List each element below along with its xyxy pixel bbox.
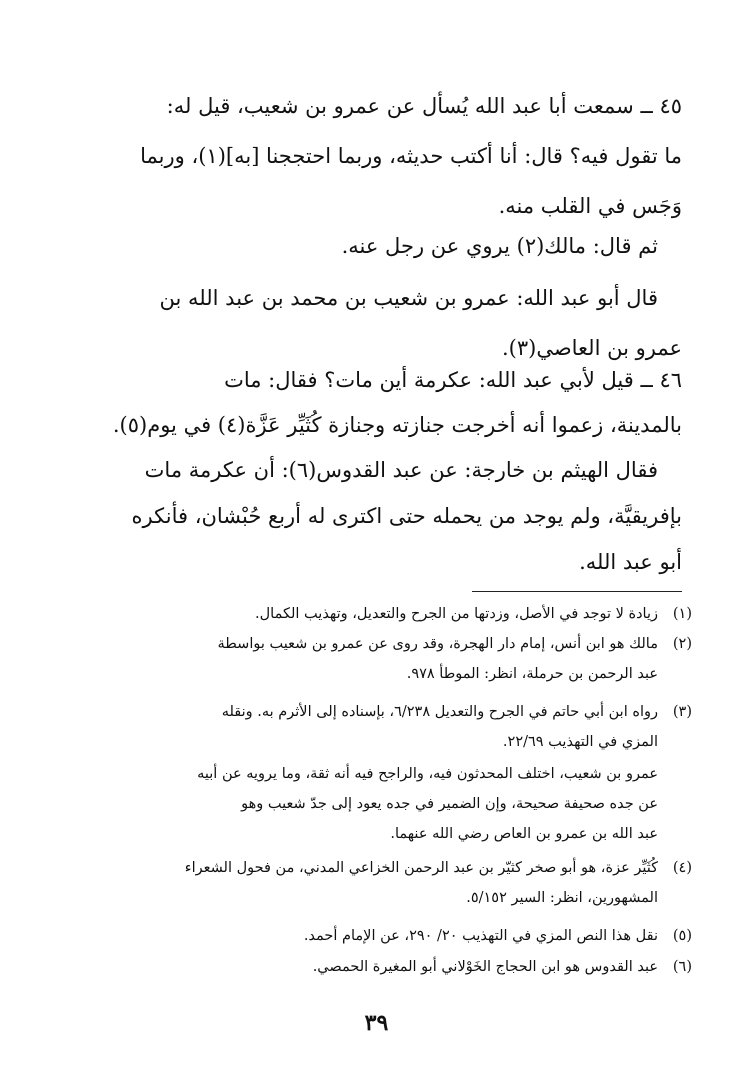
- text-line: ثم قال: مالك(٢) يروي عن رجل عنه.: [341, 234, 658, 258]
- text-line: بالمدينة، زعموا أنه أخرجت جنازته وجنازة كُثَيِّر عَزَّة(٤) في يوم(٥).: [112, 413, 682, 437]
- footnote-line: المزي في التهذيب ٢٢/٦٩.: [502, 734, 658, 750]
- text-line: عمرو بن العاصي(٣).: [501, 336, 682, 360]
- paragraph-abu-abdullah: [82, 286, 682, 360]
- text-line: ٤٦ ــ قيل لأبي عبد الله: عكرمة أين مات؟ فقال: مات: [224, 368, 682, 392]
- footnote-line: عبد الله بن عمرو بن العاص رضي الله عنهما.: [390, 826, 658, 842]
- footnote-line: المشهورين، انظر: السير ٥/١٥٢.: [466, 890, 658, 906]
- page-number: ٣٩: [364, 1010, 389, 1036]
- footnote-2: [82, 636, 692, 683]
- text-line: قال أبو عبد الله: عمرو بن شعيب بن محمد بن عبد الله بن: [159, 286, 658, 310]
- text-line: أبو عبد الله.: [579, 550, 682, 574]
- paragraph-malik: [82, 234, 682, 258]
- text-line: ٤٥ ــ سمعت أبا عبد الله يُسأل عن عمرو بن شعيب، قيل له:: [166, 94, 682, 118]
- footnote-line: رواه ابن أبي حاتم في الجرح والتعديل ٦/٢٣٨، بإسناده إلى الأثرم به. ونقله: [221, 704, 658, 720]
- footnote-line: عن جده صحيفة صحيحة، وإن الضمير في جده يعود إلى جدّ شعيب وهو: [241, 796, 658, 812]
- footnote-1: [82, 606, 692, 623]
- paragraph-45: [82, 94, 682, 244]
- footnote-number: (١): [672, 606, 692, 622]
- footnote-line: مالك هو ابن أنس، إمام دار الهجرة، وقد روى عن عمرو بن شعيب بواسطة: [217, 636, 658, 652]
- footnote-5: [82, 928, 692, 945]
- footnote-3: [82, 704, 692, 751]
- footnote-number: (٤): [672, 860, 692, 876]
- footnote-line: عبد الرحمن بن حرملة، انظر: الموطأ ٩٧٨.: [406, 666, 658, 682]
- text-line: فقال الهيثم بن خارجة: عن عبد القدوس(٦): أن عكرمة مات: [144, 458, 658, 482]
- paragraph-46: [82, 368, 682, 437]
- footnote-3-continued: [82, 766, 692, 843]
- footnote-number: (٣): [672, 704, 692, 720]
- footnote-line: كُثَيِّر عزة، هو أبو صخر كثيّر بن عبد الرحمن الخزاعي المدني، من فحول الشعراء: [184, 860, 658, 876]
- text-line: وَجَس في القلب منه.: [498, 194, 682, 218]
- footnote-number: (٥): [672, 928, 692, 944]
- footnote-line: عمرو بن شعيب، اختلف المحدثون فيه، والراجح فيه أنه ثقة، وما يرويه عن أبيه: [197, 766, 658, 782]
- footnote-line: عبد القدوس هو ابن الحجاج الخَوْلاني أبو المغيرة الحمصي.: [312, 959, 658, 975]
- text-line: بإفريقيَّة، ولم يوجد من يحمله حتى اكترى له أربع حُبْشان، فأنكره: [131, 504, 682, 528]
- footnote-number: (٦): [672, 959, 692, 975]
- footnote-line: نقل هذا النص المزي في التهذيب ٢٠/ ٢٩٠، عن الإمام أحمد.: [303, 928, 658, 944]
- text-line: ما تقول فيه؟ قال: أنا أكتب حديثه، وربما احتججنا [به](١)، وربما: [140, 144, 682, 168]
- paragraph-haytham: [82, 458, 682, 574]
- footnote-number: (٢): [672, 636, 692, 652]
- footnote-4: [82, 860, 692, 907]
- footnote-6: [82, 959, 692, 976]
- footnote-separator: [472, 591, 682, 592]
- footnote-line: زيادة لا توجد في الأصل، وزدتها من الجرح والتعديل، وتهذيب الكمال.: [255, 606, 658, 622]
